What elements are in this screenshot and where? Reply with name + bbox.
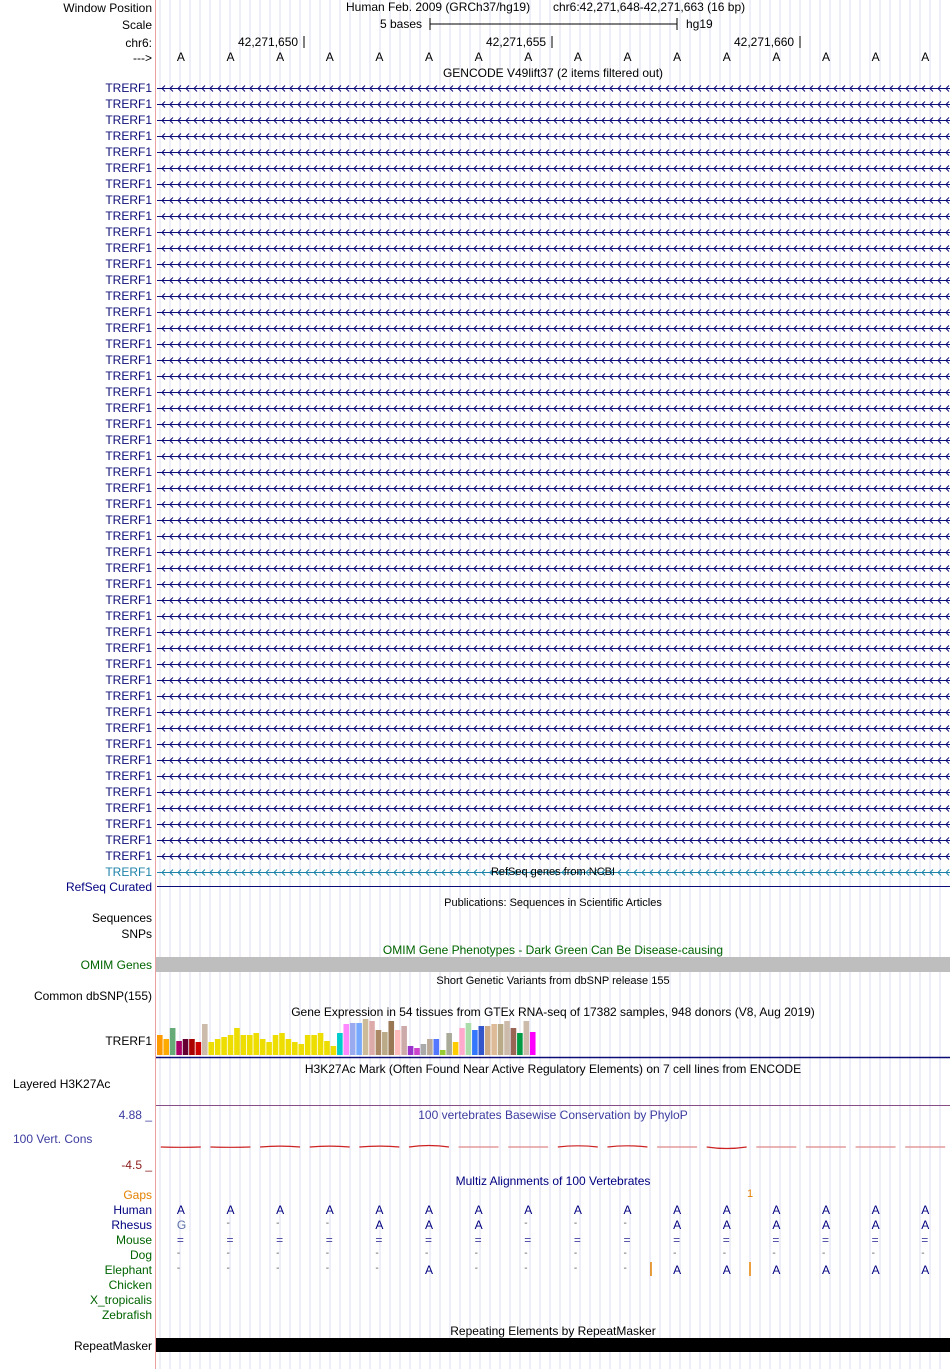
scale-db: hg19 bbox=[686, 17, 713, 31]
base-letter: A bbox=[375, 50, 384, 64]
multiz-title[interactable]: Multiz Alignments of 100 Vertebrates bbox=[455, 1174, 651, 1188]
base-letter: A bbox=[424, 50, 433, 64]
multiz-species-label[interactable]: Dog bbox=[129, 1248, 152, 1262]
gtex-tissue-bar bbox=[472, 1030, 478, 1055]
gencode-item-label[interactable]: TRERF1 bbox=[105, 641, 152, 655]
gtex-tissue-bar bbox=[163, 1039, 169, 1055]
gencode-item-label[interactable]: TRERF1 bbox=[105, 801, 152, 815]
multiz-base: = bbox=[871, 1233, 879, 1247]
gencode-item-label[interactable]: TRERF1 bbox=[105, 705, 152, 719]
multiz-base: - bbox=[325, 1218, 330, 1229]
position-readout: chr6:42,271,648-42,271,663 (16 bp) bbox=[553, 0, 746, 14]
gtex-tissue-bar bbox=[305, 1035, 311, 1055]
base-letter: A bbox=[176, 50, 185, 64]
publications-title[interactable]: Publications: Sequences in Scientific Articles bbox=[444, 897, 662, 909]
gtex-tissue-bar bbox=[196, 1042, 202, 1055]
gtex-tissue-bar bbox=[440, 1050, 446, 1055]
multiz-species-label[interactable]: Chicken bbox=[108, 1278, 152, 1292]
gtex-tissue-bar bbox=[517, 1033, 523, 1055]
gencode-item-label[interactable]: TRERF1 bbox=[105, 321, 152, 335]
gencode-item-label[interactable]: TRERF1 bbox=[105, 561, 152, 575]
gtex-title[interactable]: Gene Expression in 54 tissues from GTEx RNA-seq of 17382 samples, 948 donors (V8, Aug 2019) bbox=[291, 1005, 815, 1019]
gtex-tissue-bar bbox=[382, 1032, 388, 1055]
gtex-tissue-bar bbox=[266, 1042, 272, 1055]
multiz-base: A bbox=[424, 1218, 433, 1232]
multiz-base: - bbox=[673, 1248, 677, 1259]
multiz-base: - bbox=[375, 1248, 379, 1259]
gencode-item-label[interactable]: TRERF1 bbox=[105, 577, 152, 591]
multiz-base: A bbox=[772, 1218, 781, 1232]
gencode-item-label[interactable]: TRERF1 bbox=[105, 609, 152, 623]
multiz-base: = bbox=[474, 1233, 482, 1247]
gencode-item-label[interactable]: TRERF1 bbox=[105, 721, 152, 735]
gtex-tissue-bar bbox=[414, 1048, 420, 1055]
multiz-base: - bbox=[176, 1248, 181, 1259]
gencode-item-label[interactable]: TRERF1 bbox=[105, 545, 152, 559]
multiz-base: - bbox=[623, 1218, 627, 1229]
multiz-base: = bbox=[921, 1233, 929, 1247]
multiz-base: - bbox=[623, 1263, 627, 1274]
gencode-item-label[interactable]: TRERF1 bbox=[105, 737, 152, 751]
multiz-base: - bbox=[524, 1218, 528, 1229]
multiz-base: A bbox=[871, 1218, 880, 1232]
gtex-tissue-bar bbox=[337, 1033, 343, 1055]
multiz-base: A bbox=[871, 1263, 880, 1277]
assembly-name: Human Feb. 2009 (GRCh37/hg19) bbox=[346, 0, 531, 14]
gtex-tissue-bar bbox=[388, 1021, 394, 1055]
multiz-base: - bbox=[276, 1248, 280, 1259]
publications-sequences-label[interactable]: Sequences bbox=[91, 911, 152, 925]
gtex-tissue-bar bbox=[504, 1021, 510, 1055]
multiz-base: - bbox=[623, 1248, 627, 1259]
gencode-item-label[interactable]: TRERF1 bbox=[105, 257, 152, 271]
gencode-item-label[interactable]: TRERF1 bbox=[105, 817, 152, 831]
gtex-tissue-bar bbox=[369, 1021, 375, 1055]
multiz-base: A bbox=[921, 1263, 930, 1277]
gencode-item-label[interactable]: TRERF1 bbox=[105, 865, 152, 879]
gencode-item-label[interactable]: TRERF1 bbox=[105, 417, 152, 431]
multiz-base: - bbox=[921, 1248, 925, 1259]
gencode-item-label[interactable]: TRERF1 bbox=[105, 465, 152, 479]
base-letter: A bbox=[871, 50, 880, 64]
multiz-base: A bbox=[821, 1218, 830, 1232]
gtex-tissue-bar bbox=[479, 1026, 485, 1055]
multiz-base: = bbox=[623, 1233, 631, 1247]
gtex-tissue-bar bbox=[511, 1028, 517, 1055]
multiz-gap-marker: 1 bbox=[747, 1188, 754, 1200]
gtex-tissue-bar bbox=[253, 1033, 259, 1055]
gtex-tissue-bar bbox=[183, 1039, 189, 1055]
multiz-species-label[interactable]: Elephant bbox=[104, 1263, 152, 1277]
multiz-base: A bbox=[573, 1203, 582, 1217]
scale-text: 5 bases bbox=[380, 17, 423, 31]
gencode-item-label[interactable]: TRERF1 bbox=[105, 353, 152, 367]
multiz-base: A bbox=[424, 1203, 433, 1217]
gtex-tissue-bar bbox=[376, 1030, 382, 1055]
multiz-base: A bbox=[524, 1203, 533, 1217]
multiz-base: - bbox=[226, 1263, 230, 1274]
base-letter: A bbox=[623, 50, 632, 64]
refseq-title[interactable]: RefSeq genes from NCBI bbox=[490, 866, 616, 878]
omim-label[interactable]: OMIM Genes bbox=[80, 958, 152, 972]
dbsnp-label[interactable]: Common dbSNP(155) bbox=[33, 989, 152, 1003]
gtex-tissue-bar bbox=[311, 1035, 317, 1055]
gtex-tissue-bar bbox=[286, 1039, 292, 1055]
phylop-score-mark bbox=[607, 1146, 647, 1147]
gtex-tissue-bar bbox=[356, 1023, 362, 1055]
multiz-base: A bbox=[623, 1203, 632, 1217]
phylop-label[interactable]: 100 Vert. Cons bbox=[13, 1132, 93, 1146]
multiz-base: - bbox=[176, 1263, 181, 1274]
gencode-item-label[interactable]: TRERF1 bbox=[105, 289, 152, 303]
gencode-title[interactable]: GENCODE V49lift37 (2 items filtered out) bbox=[442, 66, 664, 80]
gtex-tissue-bar bbox=[273, 1035, 279, 1055]
multiz-base: A bbox=[673, 1203, 682, 1217]
gencode-item-label[interactable]: TRERF1 bbox=[105, 177, 152, 191]
base-letter: A bbox=[325, 50, 334, 64]
multiz-base: - bbox=[821, 1248, 826, 1259]
gencode-item-label[interactable]: TRERF1 bbox=[105, 81, 152, 95]
gencode-item-label[interactable]: TRERF1 bbox=[105, 209, 152, 223]
dbsnp-title[interactable]: Short Genetic Variants from dbSNP release 155 bbox=[436, 975, 670, 987]
gtex-tissue-bar bbox=[331, 1046, 337, 1055]
multiz-species-label[interactable]: Human bbox=[113, 1203, 152, 1217]
multiz-base: = bbox=[276, 1233, 284, 1247]
multiz-base: - bbox=[226, 1248, 230, 1259]
multiz-base: A bbox=[871, 1203, 880, 1217]
gencode-item-label[interactable]: TRERF1 bbox=[105, 481, 152, 495]
multiz-species-label[interactable]: Mouse bbox=[115, 1233, 152, 1247]
gtex-tissue-bar bbox=[157, 1035, 163, 1055]
gencode-item-label[interactable]: TRERF1 bbox=[105, 129, 152, 143]
multiz-base: - bbox=[474, 1263, 478, 1274]
multiz-base: = bbox=[673, 1233, 681, 1247]
gencode-item-label[interactable]: TRERF1 bbox=[105, 625, 152, 639]
gencode-item-label[interactable]: TRERF1 bbox=[105, 833, 152, 847]
base-letter: A bbox=[772, 50, 781, 64]
gtex-tissue-bar bbox=[189, 1039, 195, 1055]
gtex-tissue-bar bbox=[498, 1024, 504, 1055]
multiz-base: A bbox=[921, 1203, 930, 1217]
multiz-base: = bbox=[325, 1233, 333, 1247]
multiz-base: = bbox=[226, 1233, 234, 1247]
multiz-base: = bbox=[424, 1233, 432, 1247]
multiz-base: - bbox=[573, 1218, 578, 1229]
gtex-tissue-bar bbox=[298, 1044, 304, 1055]
repeatmasker-title[interactable]: Repeating Elements by RepeatMasker bbox=[450, 1324, 656, 1338]
gtex-tissue-bar bbox=[408, 1046, 414, 1055]
multiz-species-label[interactable]: Rhesus bbox=[111, 1218, 152, 1232]
gencode-item-label[interactable]: TRERF1 bbox=[105, 689, 152, 703]
multiz-base: - bbox=[573, 1248, 578, 1259]
phylop-score-mark bbox=[359, 1146, 399, 1147]
multiz-base: = bbox=[722, 1233, 730, 1247]
multiz-base: - bbox=[276, 1263, 280, 1274]
omim-bar bbox=[156, 957, 950, 972]
gtex-tissue-bar bbox=[221, 1037, 227, 1055]
gtex-tissue-bar bbox=[395, 1030, 401, 1055]
gtex-tissue-bar bbox=[234, 1028, 240, 1055]
gtex-tissue-bar bbox=[279, 1033, 285, 1055]
gencode-item-label[interactable]: TRERF1 bbox=[105, 497, 152, 511]
refseq-label[interactable]: RefSeq Curated bbox=[65, 880, 152, 894]
multiz-base: - bbox=[524, 1263, 528, 1274]
gtex-tissue-bar bbox=[485, 1026, 491, 1055]
multiz-base: - bbox=[276, 1218, 280, 1229]
gtex-tissue-bar bbox=[241, 1035, 247, 1055]
gtex-tissue-bar bbox=[421, 1044, 427, 1055]
multiz-base: - bbox=[474, 1248, 478, 1259]
gtex-tissue-bar bbox=[318, 1033, 324, 1055]
multiz-base: - bbox=[772, 1248, 776, 1259]
gencode-item-label[interactable]: TRERF1 bbox=[105, 849, 152, 863]
gtex-tissue-bar bbox=[466, 1023, 472, 1055]
gencode-item-label[interactable]: TRERF1 bbox=[105, 785, 152, 799]
gtex-tissue-bar bbox=[324, 1041, 330, 1055]
base-letter: A bbox=[226, 50, 235, 64]
gencode-item-label[interactable]: TRERF1 bbox=[105, 401, 152, 415]
gtex-tissue-bar bbox=[292, 1042, 298, 1055]
multiz-base: G bbox=[176, 1218, 187, 1232]
gencode-item-label[interactable]: TRERF1 bbox=[105, 593, 152, 607]
h3k27ac-label[interactable]: Layered H3K27Ac bbox=[13, 1077, 111, 1091]
gtex-tissue-bar bbox=[208, 1042, 214, 1055]
gencode-item-label[interactable]: TRERF1 bbox=[105, 97, 152, 111]
gtex-tissue-bar bbox=[433, 1039, 439, 1055]
repeatmasker-label[interactable]: RepeatMasker bbox=[73, 1339, 152, 1353]
multiz-gaps-label[interactable]: Gaps bbox=[123, 1188, 152, 1202]
publications-snps-label[interactable]: SNPs bbox=[121, 927, 152, 941]
multiz-species-label[interactable]: X_tropicalis bbox=[89, 1293, 152, 1307]
window-position-label: Window Position bbox=[63, 1, 152, 15]
tick-label-2: 42,271,655 bbox=[486, 35, 547, 49]
multiz-base: A bbox=[821, 1203, 830, 1217]
multiz-base: = bbox=[772, 1233, 780, 1247]
multiz-base: - bbox=[226, 1218, 230, 1229]
gtex-tissue-bar bbox=[524, 1021, 530, 1055]
multiz-species-label[interactable]: Zebrafish bbox=[101, 1308, 152, 1322]
repeatmasker-bar bbox=[156, 1338, 950, 1352]
multiz-base: A bbox=[226, 1203, 235, 1217]
multiz-base: - bbox=[722, 1248, 727, 1259]
base-letter: A bbox=[276, 50, 285, 64]
multiz-base: = bbox=[375, 1233, 383, 1247]
gtex-tissue-bar bbox=[401, 1026, 407, 1055]
gtex-tissue-bar bbox=[247, 1035, 253, 1055]
gencode-item-label[interactable]: TRERF1 bbox=[105, 241, 152, 255]
base-letter: A bbox=[524, 50, 533, 64]
gtex-tissue-bar bbox=[202, 1024, 208, 1055]
multiz-base: = bbox=[821, 1233, 829, 1247]
phylop-ymax: 4.88 _ bbox=[118, 1108, 152, 1122]
multiz-base: - bbox=[871, 1248, 875, 1259]
multiz-base: = bbox=[573, 1233, 581, 1247]
gtex-tissue-bar bbox=[350, 1023, 356, 1055]
multiz-base: = bbox=[524, 1233, 532, 1247]
gtex-tissue-bar bbox=[228, 1035, 234, 1055]
gtex-tissue-bar bbox=[427, 1039, 433, 1055]
multiz-base: - bbox=[325, 1248, 330, 1259]
gencode-item-label[interactable]: TRERF1 bbox=[105, 305, 152, 319]
gencode-item-label[interactable]: TRERF1 bbox=[105, 769, 152, 783]
gencode-item-label[interactable]: TRERF1 bbox=[105, 113, 152, 127]
base-letter: A bbox=[821, 50, 830, 64]
gencode-item-label[interactable]: TRERF1 bbox=[105, 337, 152, 351]
base-letter: A bbox=[722, 50, 731, 64]
multiz-base: A bbox=[276, 1203, 285, 1217]
multiz-base: = bbox=[176, 1233, 184, 1247]
gencode-item-label[interactable]: TRERF1 bbox=[105, 433, 152, 447]
base-letter: A bbox=[921, 50, 930, 64]
gtex-tissue-bar bbox=[170, 1028, 176, 1055]
gencode-item-label[interactable]: TRERF1 bbox=[105, 513, 152, 527]
multiz-base: A bbox=[424, 1263, 433, 1277]
gtex-tissue-bar bbox=[343, 1024, 349, 1055]
gencode-item-label[interactable]: TRERF1 bbox=[105, 369, 152, 383]
strand-label: ---> bbox=[133, 51, 152, 65]
gencode-item-label[interactable]: TRERF1 bbox=[105, 385, 152, 399]
multiz-base: - bbox=[375, 1263, 379, 1274]
gencode-item-label[interactable]: TRERF1 bbox=[105, 225, 152, 239]
multiz-base: A bbox=[722, 1263, 731, 1277]
multiz-base: A bbox=[722, 1203, 731, 1217]
gencode-item-label[interactable]: TRERF1 bbox=[105, 193, 152, 207]
multiz-base: A bbox=[772, 1203, 781, 1217]
gtex-tissue-bar bbox=[459, 1028, 465, 1055]
gencode-item-label[interactable]: TRERF1 bbox=[105, 657, 152, 671]
multiz-base: A bbox=[673, 1218, 682, 1232]
multiz-base: A bbox=[673, 1263, 682, 1277]
omim-title[interactable]: OMIM Gene Phenotypes - Dark Green Can Be Disease-causing bbox=[382, 943, 724, 957]
gtex-tissue-bar bbox=[215, 1039, 221, 1055]
multiz-base: - bbox=[424, 1248, 429, 1259]
multiz-base: A bbox=[474, 1203, 483, 1217]
gencode-item-label[interactable]: TRERF1 bbox=[105, 529, 152, 543]
multiz-base: - bbox=[573, 1263, 578, 1274]
base-letter: A bbox=[673, 50, 682, 64]
phylop-title[interactable]: 100 vertebrates Basewise Conservation by PhyloP bbox=[418, 1108, 688, 1122]
base-letter: A bbox=[474, 50, 483, 64]
multiz-base: A bbox=[375, 1218, 384, 1232]
multiz-base: - bbox=[524, 1248, 528, 1259]
multiz-base: A bbox=[474, 1218, 483, 1232]
gencode-item-label[interactable]: TRERF1 bbox=[105, 449, 152, 463]
gtex-tissue-bar bbox=[530, 1032, 536, 1055]
gtex-tissue-bar bbox=[491, 1024, 497, 1055]
multiz-base: A bbox=[921, 1218, 930, 1232]
chrom-label: chr6: bbox=[125, 36, 152, 50]
gtex-tissue-bar bbox=[446, 1033, 452, 1055]
gtex-tissue-bar bbox=[176, 1041, 182, 1055]
phylop-score-mark bbox=[558, 1146, 598, 1147]
scale-label: Scale bbox=[121, 18, 152, 32]
gtex-tissue-bar bbox=[260, 1039, 266, 1055]
gtex-label[interactable]: TRERF1 bbox=[105, 1034, 152, 1048]
tick-label-1: 42,271,650 bbox=[238, 35, 299, 49]
multiz-base: - bbox=[325, 1263, 330, 1274]
gencode-item-label[interactable]: TRERF1 bbox=[105, 273, 152, 287]
base-letter: A bbox=[573, 50, 582, 64]
gtex-tissue-bar bbox=[363, 1019, 369, 1055]
gtex-tissue-bar bbox=[453, 1042, 459, 1055]
multiz-base: A bbox=[821, 1263, 830, 1277]
multiz-base: A bbox=[722, 1218, 731, 1232]
phylop-score-mark bbox=[409, 1146, 449, 1148]
gencode-item-label[interactable]: TRERF1 bbox=[105, 161, 152, 175]
phylop-ymin: -4.5 _ bbox=[121, 1158, 152, 1172]
multiz-base: A bbox=[375, 1203, 384, 1217]
gencode-item-label[interactable]: TRERF1 bbox=[105, 753, 152, 767]
phylop-score-mark bbox=[707, 1147, 747, 1149]
multiz-base: A bbox=[176, 1203, 185, 1217]
multiz-base: A bbox=[325, 1203, 334, 1217]
h3k27ac-title[interactable]: H3K27Ac Mark (Often Found Near Active Regulatory Elements) on 7 cell lines from ENCODE bbox=[304, 1062, 802, 1076]
gencode-item-label[interactable]: TRERF1 bbox=[105, 673, 152, 687]
tick-label-3: 42,271,660 bbox=[734, 35, 795, 49]
gencode-item-label[interactable]: TRERF1 bbox=[105, 145, 152, 159]
multiz-base: A bbox=[772, 1263, 781, 1277]
